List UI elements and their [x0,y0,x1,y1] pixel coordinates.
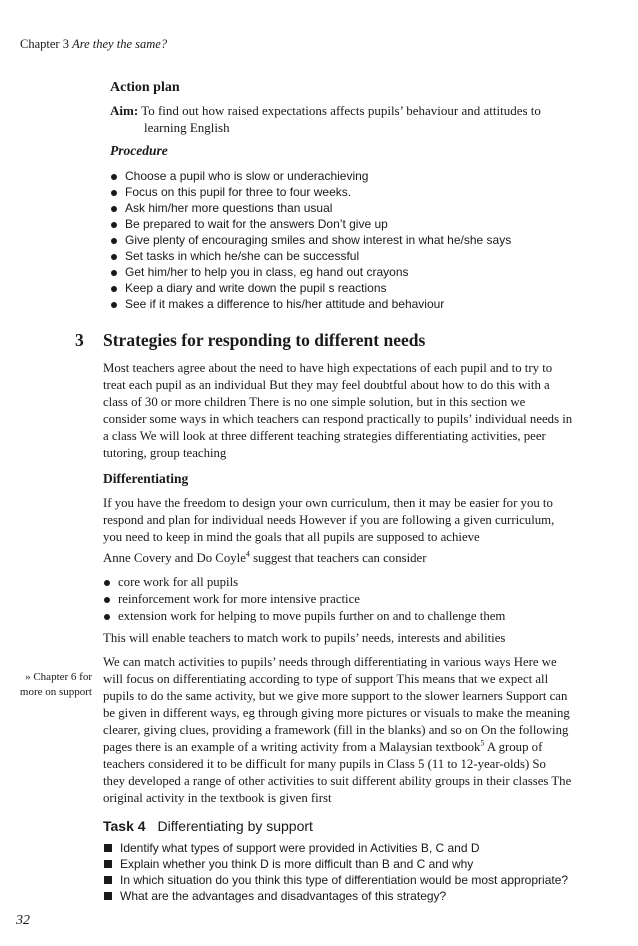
para-line: This will enable teachers to match work to pupils’ needs, interests and abilities [103,631,506,645]
aim-line-1: To find out how raised expectations affects pupils’ behaviour and attitudes to [141,103,541,118]
task-item: Explain whether you think D is more difficult than B and C and why [103,856,568,872]
differentiating-para-4 [103,654,615,807]
procedure-step: Choose a pupil who is slow or underachieving [110,168,511,184]
differentiating-para-1 [103,495,615,546]
procedure-step: Be prepared to wait for the answers Don’t give up [110,216,511,232]
para-line: pupils to do the same activity, but we give more support to the slower learners Support can [103,689,568,703]
differentiating-para-3 [103,630,615,647]
margin-note [6,670,92,700]
page-number: 32 [16,913,30,928]
para-line: you need to keep in mind the goals that all pupils are supposed to achieve [103,530,480,544]
chevron-right-icon: » [25,671,31,683]
running-head [20,37,167,52]
para-text: suggest that teachers can consider [249,551,427,565]
task-list [103,840,568,904]
para-line: will focus on differentiating according to type of support This means that we expect all [103,672,549,686]
para-line: be given in different ways, eg through giving more pictures or visuals to make the meaning [103,706,570,720]
margin-note-line-1: Chapter 6 for [33,671,92,683]
task-item: Identify what types of support were provided in Activities B, C and D [103,840,568,856]
procedure-step: Give plenty of encouraging smiles and show interest in what he/she says [110,232,511,248]
aim-block [110,102,600,136]
intro-line: Most teachers agree about the need to have high expectations of each pupil and to try to [103,361,553,375]
action-plan-title: Action plan [110,80,180,95]
intro-line: treat each pupil as an individual But they may feel doubtful about how to do this with a [103,378,550,392]
procedure-step: Get him/her to help you in class, eg hand out crayons [110,264,511,280]
intro-line: class of 30 or more children There is no one simple solution, but in this section we [103,395,526,409]
intro-line: a class We will look at three different teaching strategies differentiating activities, peer [103,429,546,443]
task-heading [103,818,313,834]
running-head-chapter: Chapter 3 [20,37,69,51]
para-line: respond and plan for individual needs However if you are following a given curriculum, [103,513,555,527]
intro-line: consider some ways in which teachers can respond practically to pupils’ individual needs in [103,412,573,426]
para-line: If you have the freedom to design your own curriculum, then it may be easier for you to [103,496,553,510]
para-line: they developed a range of other activities to suit different ability groups in their classes The [103,774,572,788]
task-label: Task 4 [103,818,146,834]
work-type-item: reinforcement work for more intensive practice [103,591,505,608]
procedure-step: See if it makes a difference to his/her attitude and behaviour [110,296,511,312]
para-line: clearer, giving clues, providing a framework (fill in the blanks) and so on On the following [103,723,569,737]
procedure-list [110,168,511,312]
running-head-title: Are they the same? [72,37,168,51]
para-line: original activity in the textbook is given first [103,791,332,805]
para-line: We can match activities to pupils’ needs through differentiating in various ways Here we [103,655,557,669]
para-text: A group of [484,740,543,754]
para-text: pages there is an example of a writing activity from a Malaysian textbook [103,740,481,754]
para-text: Anne Covery and Do Coyle [103,551,246,565]
aim-line-2: learning English [144,120,230,135]
task-item: What are the advantages and disadvantages of this strategy? [103,888,568,904]
para-line: teachers considered it to be difficult for many pupils in Class 5 (11 to 12-year-olds) So [103,757,546,771]
section-number: 3 [75,330,84,350]
procedure-step: Keep a diary and write down the pupil s reactions [110,280,511,296]
work-type-item: core work for all pupils [103,574,505,591]
differentiating-title: Differentiating [103,471,189,486]
footnote-ref: 4 [245,549,250,559]
footnote-ref: 5 [480,738,485,748]
aim-label: Aim: [110,103,139,118]
procedure-step: Focus on this pupil for three to four weeks. [110,184,511,200]
procedure-step: Set tasks in which he/she can be successful [110,248,511,264]
work-type-item: extension work for helping to move pupils further on and to challenge them [103,608,505,625]
margin-note-line-2: more on support [19,686,92,698]
procedure-step: Ask him/her more questions than usual [110,200,511,216]
section-title: Strategies for responding to different needs [103,330,426,350]
procedure-title: Procedure [110,143,168,158]
intro-line: tutoring, group teaching [103,446,227,460]
task-item: In which situation do you think this type of differentiation would be most appropriate? [103,872,568,888]
work-types-list [103,574,505,625]
section-intro [103,360,615,462]
task-title: Differentiating by support [157,818,313,834]
differentiating-para-2 [103,550,615,567]
